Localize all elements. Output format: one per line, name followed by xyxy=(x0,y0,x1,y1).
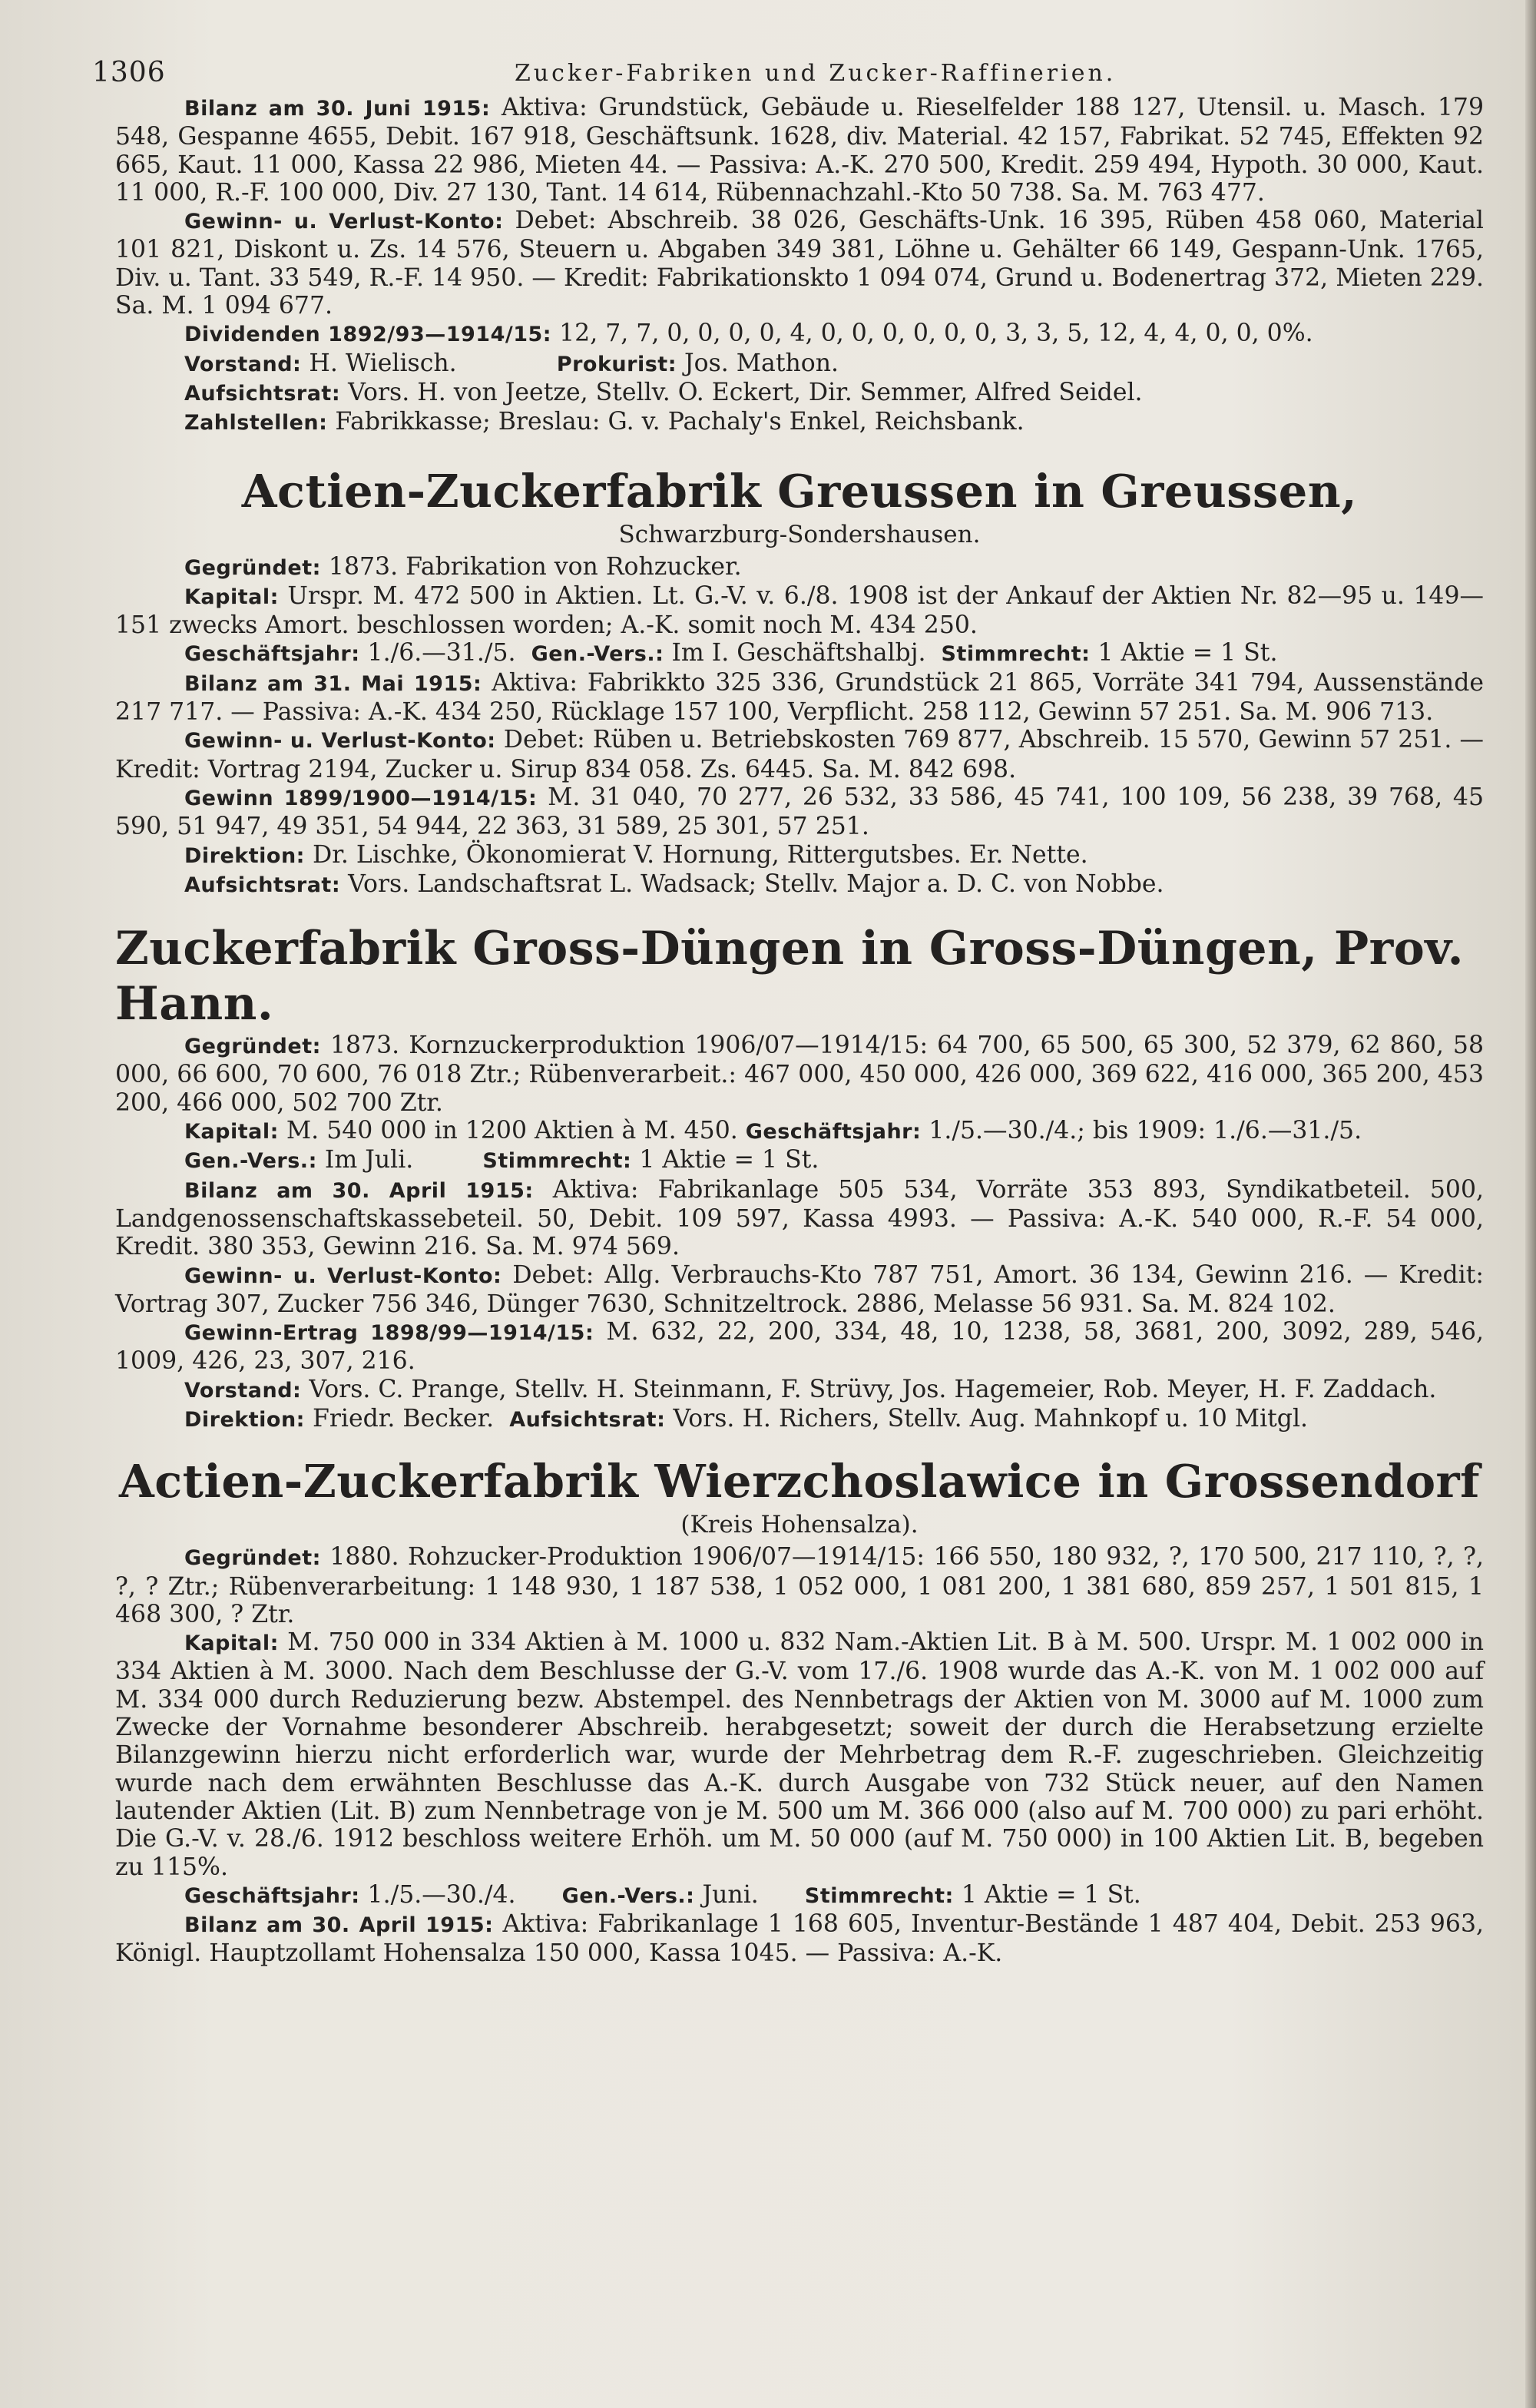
stimmrecht-text: 1 Aktie = 1 St. xyxy=(639,1146,819,1174)
running-title: Zucker-Fabriken und Zucker-Raffinerien. xyxy=(515,60,1117,87)
entry-gross-duengen xyxy=(115,921,1484,1434)
bilanz-text: Aktiva: Grundstück, Gebäude u. Rieselfelder 188 127, Utensil. u. Masch. 179 548, Gespanne 4655, Debit. 167 918, Geschäftsunk. 1628, div. Material. 42 157, Fabrikat. 52 745, Effekten 92 665, Kaut. 11 000, Kassa 22 986, Mieten 44. — Passiva: A.-K. 270 500, Kredit. 259 494, Hypoth. 30 000, Kaut. 11 000, R.-F. 100 000, Div. 27 130, Tant. 14 614, Rübennachzahl.-Kto 50 738. Sa. M. 763 477. xyxy=(115,94,1485,207)
aufsichtsrat-paragraph xyxy=(115,379,1484,408)
vorstand-paragraph xyxy=(115,1376,1484,1405)
kapital-paragraph xyxy=(115,1117,1484,1146)
genvers-text: Im I. Geschäftshalbj. xyxy=(671,639,926,667)
kapital-paragraph xyxy=(115,582,1484,640)
aufsichtsrat-text: Vors. Landschaftsrat L. Wadsack; Stellv. Major a. D. C. von Nobbe. xyxy=(348,869,1164,898)
kapital-text: M. 750 000 in 334 Aktien à M. 1000 u. 832 Nam.-Aktien Lit. B à M. 500. Urspr. M. 1 002 000 in 334 Aktien à M. 3000. Nach dem Beschlusse der G.-V. vom 17./6. 1908 wurde das A.-K. von M. 1 002 000 auf M. 334 000 durch Reduzierung bezw. Abstempel. des Nennbetrags der Aktien von M. 3000 auf M. 1000 zum Zwecke der Vornahme besonderer Abschreib. herabgesetzt; soweit der durch die Herabsetzung erzielte Bilanzgewinn hierzu nicht erforderlich war, wurde der Mehrbetrag dem R.-F. zugeschrieben. Gleichzeitig wurde nach dem erwähnten Beschlusse das A.-K. durch Ausgabe von 732 Stück neuer, auf den Namen lautender Aktien (Lit. B) zum Nennbetrage von je M. 500 um M. 366 000 (also auf M. 700 000) zu pari erhöht. Die G.-V. v. 28./6. 1912 beschloss weitere Erhöh. um M. 50 000 (auf M. 750 000) in 100 Aktien Lit. B, begeben zu 115%. xyxy=(115,1628,1484,1881)
bilanz-text: Aktiva: Fabrikkto 325 336, Grundstück 21 865, Vorräte 341 794, Aussenstände 217 717. — Passiva: A.-K. 434 250, Rücklage 157 100, Verpflicht. 258 112, Gewinn 57 251. Sa. M. 906 713. xyxy=(115,668,1484,727)
zahlstellen-text: Fabrikkasse; Breslau: G. v. Pachaly's Enkel, Reichsbank. xyxy=(335,408,1025,436)
bilanz-label: Bilanz am 31. Mai 1915: xyxy=(184,671,482,696)
geschaeftsjahr-text: 1./6.—31./5. xyxy=(367,639,516,667)
direktion-paragraph xyxy=(115,841,1484,870)
dividends-label: Dividenden 1892/93—1914/15: xyxy=(184,323,552,347)
company-heading: Zuckerfabrik Gross-Düngen in Gross-Düngen, Prov. Hann. xyxy=(115,922,1464,1032)
gegruendet-paragraph xyxy=(115,1032,1484,1117)
gegruendet-paragraph xyxy=(115,553,1484,582)
gegruendet-paragraph xyxy=(115,1543,1484,1628)
vorstand-text: Vors. C. Prange, Stellv. H. Steinmann, F. Strüvy, Jos. Hagemeier, Rob. Meyer, H. F. Zaddach. xyxy=(309,1375,1437,1403)
stimmrecht-label: Stimmrecht: xyxy=(482,1149,632,1174)
gegruendet-label: Gegründet: xyxy=(184,1035,321,1059)
stimmrecht-label: Stimmrecht: xyxy=(941,642,1091,667)
vorstand-text: H. Wielisch. xyxy=(309,349,457,377)
guv-label: Gewinn- u. Verlust-Konto: xyxy=(184,1264,502,1288)
bilanz-text: Aktiva: Fabrikanlage 1 168 605, Inventur-Bestände 1 487 404, Debit. 253 963, Königl. Hauptzollamt Hohensalza 150 000, Kassa 1045. — Passiva: A.-K. xyxy=(115,1910,1484,1968)
page-edge-shadow xyxy=(1525,0,1536,2408)
guv-text: Debet: Abschreib. 38 026, Geschäfts-Unk. 16 395, Rüben 458 060, Material 101 821, Diskont u. Zs. 14 576, Steuern u. Abgaben 349 381, Löhne u. Gehälter 66 149, Gespann-Unk. 1765, Div. u. Tant. 33 549, R.-F. 14 950. — Kredit: Fabrikationskto 1 094 074, Grund u. Bodenertrag 372, Mieten 229. Sa. M. 1 094 677. xyxy=(115,207,1485,320)
bilanz-label: Bilanz am 30. Juni 1915: xyxy=(184,97,491,121)
guv-paragraph xyxy=(115,1261,1484,1319)
zahlstellen-label: Zahlstellen: xyxy=(184,411,328,436)
dividends-paragraph xyxy=(115,320,1484,349)
kapital-text: M. 540 000 in 1200 Aktien à M. 450. xyxy=(286,1117,738,1145)
genvers-text: Juni. xyxy=(702,1880,759,1909)
aufsichtsrat-paragraph xyxy=(115,870,1484,899)
gegruendet-text: 1880. Rohzucker-Produktion 1906/07—1914/15: 166 550, 180 932, ?, 170 500, 217 110, ?, ?, ?, ? Ztr.; Rübenverarbeitung: 1 148 930, 1 187 538, 1 052 000, 1 081 200, 1 381 680, 859 257, 1 501 815, 1 468 300, ? Ztr. xyxy=(115,1543,1485,1628)
genvers-paragraph xyxy=(115,1146,1484,1175)
ertrag-label: Gewinn-Ertrag 1898/99—1914/15: xyxy=(184,1321,594,1346)
zahlstellen-paragraph xyxy=(115,408,1484,437)
page-number: 1306 xyxy=(92,57,166,88)
gewinn-paragraph xyxy=(115,783,1484,841)
bilanz-label: Bilanz am 30. April 1915: xyxy=(184,1178,534,1203)
guv-paragraph xyxy=(115,207,1484,320)
bilanz-paragraph xyxy=(115,1176,1484,1261)
geschaeftsjahr-label: Geschäftsjahr: xyxy=(745,1120,922,1144)
geschaeftsjahr-label: Geschäftsjahr: xyxy=(184,642,360,667)
guv-text: Debet: Rüben u. Betriebskosten 769 877, Abschreib. 15 570, Gewinn 57 251. — Kredit: Vortrag 2194, Zucker u. Sirup 834 058. Zs. 6445. Sa. M. 842 698. xyxy=(115,726,1484,783)
guv-label: Gewinn- u. Verlust-Konto: xyxy=(184,729,496,754)
geschaeftsjahr-text: 1./5.—30./4. xyxy=(367,1880,516,1909)
aufsichtsrat-label: Aufsichtsrat: xyxy=(184,381,341,406)
genvers-label: Gen.-Vers.: xyxy=(184,1149,317,1174)
prokurist-label: Prokurist: xyxy=(556,352,677,376)
entry-wierzchoslawice xyxy=(115,1454,1484,1967)
kapital-label: Kapital: xyxy=(184,1631,279,1656)
prokurist-text: Jos. Mathon. xyxy=(684,349,839,377)
entry-continuation xyxy=(115,94,1484,438)
guv-text: Debet: Allg. Verbrauchs-Kto 787 751, Amort. 36 134, Gewinn 216. — Kredit: Vortrag 307, Zucker 756 346, Dünger 7630, Schnitzeltrock. 2886, Melasse 56 931. Sa. M. 824 102. xyxy=(115,1260,1484,1318)
vorstand-paragraph xyxy=(115,349,1484,379)
genvers-label: Gen.-Vers.: xyxy=(561,1883,695,1908)
geschaeftsjahr-text: 1./5.—30./4.; bis 1909: 1./6.—31./5. xyxy=(929,1117,1362,1145)
guv-paragraph xyxy=(115,726,1484,783)
gewinn-text: M. 31 040, 70 277, 26 532, 33 586, 45 741, 100 109, 56 238, 39 768, 45 590, 51 947, 49 351, 54 944, 22 363, 31 589, 25 301, 57 251. xyxy=(115,783,1484,841)
company-subheading: Schwarzburg-Sondershausen. xyxy=(618,520,981,548)
kapital-label: Kapital: xyxy=(184,1120,279,1144)
stimmrecht-label: Stimmrecht: xyxy=(804,1883,954,1908)
bilanz-paragraph xyxy=(115,1910,1484,1968)
stimmrecht-text: 1 Aktie = 1 St. xyxy=(961,1880,1141,1909)
kapital-paragraph xyxy=(115,1628,1484,1881)
gegruendet-text: 1873. Fabrikation von Rohzucker. xyxy=(328,552,742,581)
vorstand-label: Vorstand: xyxy=(184,1378,302,1403)
direktion-label: Direktion: xyxy=(184,1407,305,1432)
genvers-label: Gen.-Vers.: xyxy=(531,642,664,667)
bilanz-paragraph xyxy=(115,669,1484,727)
gewinn-label: Gewinn 1899/1900—1914/15: xyxy=(184,786,538,810)
kapital-text: Urspr. M. 472 500 in Aktien. Lt. G.-V. v. 6./8. 1908 ist der Ankauf der Aktien Nr. 82—95 u. 149—151 zwecks Amort. beschlossen worden; A.-K. somit noch M. 434 250. xyxy=(115,581,1484,640)
direktion-paragraph xyxy=(115,1405,1484,1434)
gegruendet-label: Gegründet: xyxy=(184,555,321,580)
entry-greussen xyxy=(115,464,1484,900)
kapital-label: Kapital: xyxy=(184,585,279,609)
stimmrecht-text: 1 Aktie = 1 St. xyxy=(1097,639,1278,667)
page-content xyxy=(115,94,1484,1968)
aufsichtsrat-label: Aufsichtsrat: xyxy=(509,1407,666,1432)
bilanz-text: Aktiva: Fabrikanlage 505 534, Vorräte 353 893, Syndikatbeteil. 500, Landgenossenschaftskassebeteil. 50, Debit. 109 597, Kassa 4993. — Passiva: A.-K. 540 000, R.-F. 54 000, Kredit. 380 353, Gewinn 216. Sa. M. 974 569. xyxy=(115,1175,1484,1261)
vorstand-label: Vorstand: xyxy=(184,352,302,376)
guv-label: Gewinn- u. Verlust-Konto: xyxy=(184,210,504,234)
direktion-text: Dr. Lischke, Ökonomierat V. Hornung, Rittergutsbes. Er. Nette. xyxy=(313,840,1088,869)
direktion-text: Friedr. Becker. xyxy=(313,1404,495,1433)
company-subheading: (Kreis Hohensalza). xyxy=(680,1511,919,1539)
running-header xyxy=(92,48,1484,94)
gegruendet-text: 1873. Kornzuckerproduktion 1906/07—1914/15: 64 700, 65 500, 65 300, 52 379, 62 860, 58 000, 66 600, 70 600, 76 018 Ztr.; Rübenverarbeit.: 467 000, 450 000, 426 000, 369 622, 416 000, 365 200, 453 200, 466 000, 502 700 Ztr. xyxy=(115,1032,1484,1117)
bilanz-label: Bilanz am 30. April 1915: xyxy=(184,1913,494,1938)
bilanz-paragraph xyxy=(115,94,1484,207)
ertrag-text: M. 632, 22, 200, 334, 48, 10, 1238, 58, 3681, 200, 3092, 289, 546, 1009, 426, 23, 307, 216. xyxy=(115,1318,1484,1376)
direktion-label: Direktion: xyxy=(184,843,305,868)
geschaeftsjahr-paragraph xyxy=(115,639,1484,668)
aufsichtsrat-label: Aufsichtsrat: xyxy=(184,873,341,897)
geschaeftsjahr-paragraph xyxy=(115,1881,1484,1910)
geschaeftsjahr-label: Geschäftsjahr: xyxy=(184,1883,360,1908)
aufsichtsrat-text: Vors. H. Richers, Stellv. Aug. Mahnkopf u. 10 Mitgl. xyxy=(673,1404,1309,1433)
gegruendet-label: Gegründet: xyxy=(184,1546,321,1571)
genvers-text: Im Juli. xyxy=(324,1146,414,1174)
company-heading: Actien-Zuckerfabrik Greussen in Greussen, xyxy=(241,464,1358,518)
company-heading: Actien-Zuckerfabrik Wierzchoslawice in Grossendorf xyxy=(118,1455,1481,1509)
ertrag-paragraph xyxy=(115,1318,1484,1376)
aufsichtsrat-text: Vors. H. von Jeetze, Stellv. O. Eckert, Dir. Semmer, Alfred Seidel. xyxy=(348,378,1143,406)
dividends-text: 12, 7, 7, 0, 0, 0, 0, 4, 0, 0, 0, 0, 0, 0, 3, 3, 5, 12, 4, 4, 0, 0, 0%. xyxy=(559,320,1313,348)
